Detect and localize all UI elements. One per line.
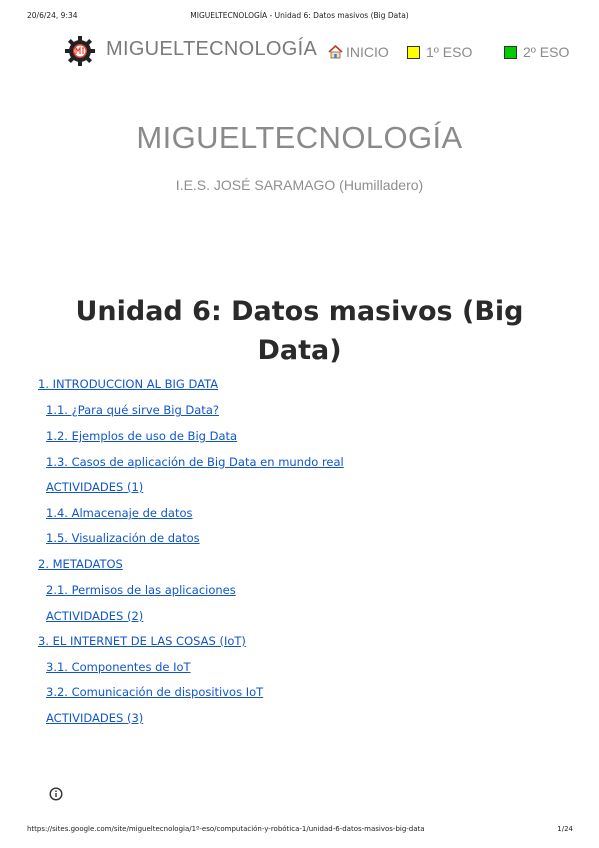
green-square-icon — [504, 46, 517, 59]
print-title: MIGUELTECNOLOGÍA - Unidad 6: Datos masivos (Big Data) — [190, 11, 409, 20]
toc-link[interactable]: 2.1. Permisos de las aplicaciones — [46, 583, 236, 597]
toc-link[interactable]: 1. INTRODUCCION AL BIG DATA — [38, 377, 219, 391]
print-header — [0, 11, 599, 25]
toc-link[interactable]: 2. METADATOS — [38, 557, 123, 571]
toc-link[interactable]: 1.3. Casos de aplicación de Big Data en mundo real — [46, 455, 344, 469]
print-page-number: 1/24 — [557, 825, 573, 833]
toc-link[interactable]: 3. EL INTERNET DE LAS COSAS (IoT) — [38, 634, 246, 648]
house-icon — [328, 45, 343, 59]
toc-link[interactable]: ACTIVIDADES (2) — [46, 609, 144, 623]
print-footer — [0, 825, 599, 837]
info-icon[interactable] — [49, 787, 63, 801]
toc-link[interactable]: 1.1. ¿Para qué sirve Big Data? — [46, 403, 219, 417]
toc-link[interactable]: 3.1. Componentes de IoT — [46, 660, 191, 674]
nav-inicio-label: INICIO — [346, 44, 389, 60]
toc-link[interactable]: 1.4. Almacenaje de datos — [46, 506, 193, 520]
page-title: Unidad 6: Datos masivos (Big Data) — [75, 296, 524, 366]
toc-link[interactable]: ACTIVIDADES (1) — [46, 480, 144, 494]
site-title: MIGUELTECNOLOGÍA — [136, 120, 463, 155]
yellow-square-icon — [407, 46, 420, 59]
nav-2-eso[interactable] — [504, 44, 569, 60]
nav-1-eso-label: 1º ESO — [426, 44, 473, 60]
site-subtitle: I.E.S. JOSÉ SARAMAGO (Humilladero) — [175, 177, 424, 193]
toc-link[interactable]: 1.5. Visualización de datos — [46, 531, 200, 545]
top-navigation — [0, 35, 599, 67]
toc-link[interactable]: ACTIVIDADES (3) — [46, 711, 144, 725]
gear-logo-icon[interactable] — [65, 36, 95, 66]
nav-1-eso[interactable] — [407, 44, 472, 60]
toc-link[interactable]: 3.2. Comunicación de dispositivos IoT — [46, 685, 264, 699]
print-url: https://sites.google.com/site/migueltecnologia/1º-eso/computación-y-robótica-1/unidad-6-datos-masivos-big-data — [27, 825, 425, 833]
nav-inicio[interactable] — [328, 44, 389, 60]
toc-link[interactable]: 1.2. Ejemplos de uso de Big Data — [46, 429, 238, 443]
brand-name[interactable]: MIGUELTECNOLOGÍA — [106, 38, 318, 60]
print-date: 20/6/24, 9:34 — [27, 11, 78, 20]
nav-2-eso-label: 2º ESO — [523, 44, 570, 60]
